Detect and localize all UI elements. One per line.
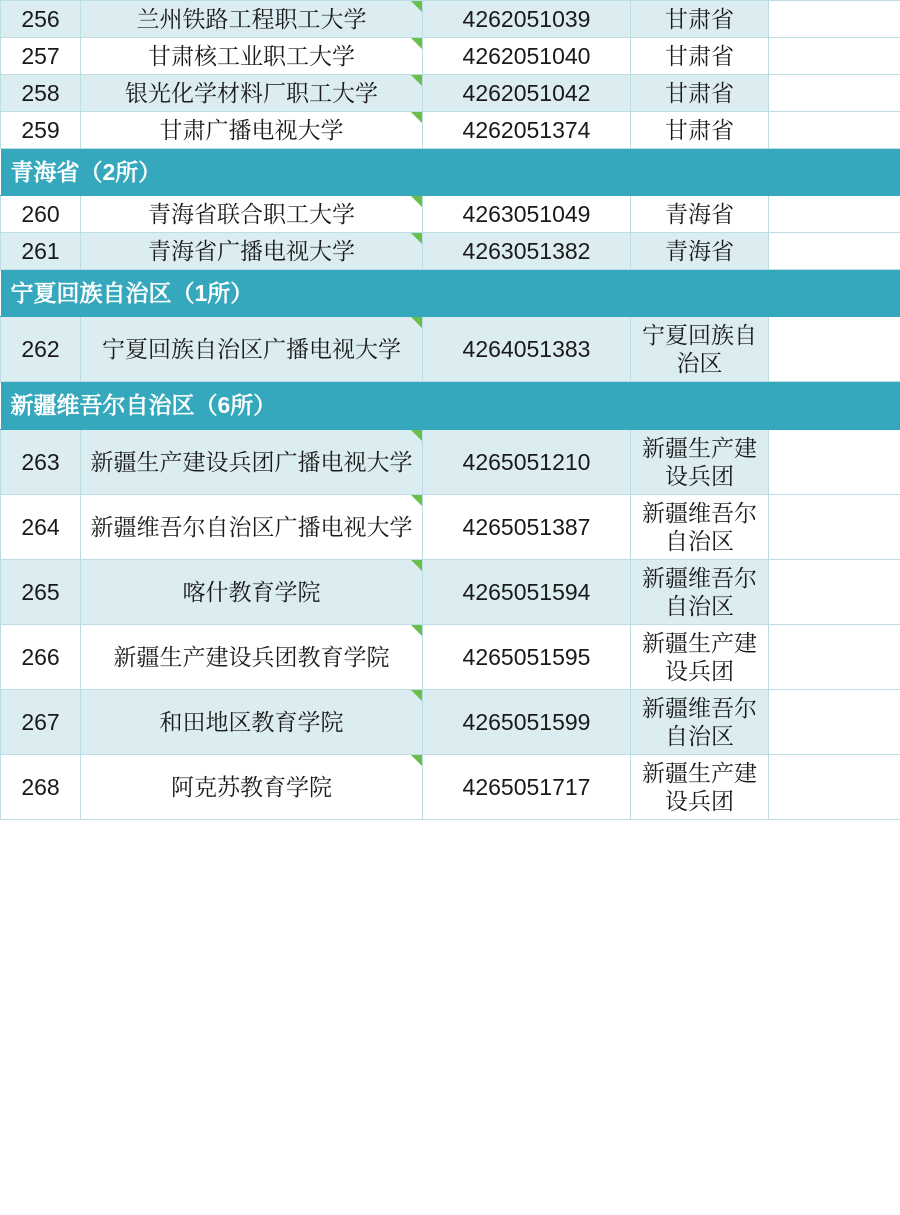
row-tail-cell xyxy=(769,317,900,382)
comment-marker-icon xyxy=(411,1,422,12)
row-tail-cell xyxy=(769,196,900,233)
row-tail-cell xyxy=(769,1,900,38)
school-province: 甘肃省 xyxy=(631,75,769,112)
row-tail-cell xyxy=(769,494,900,559)
school-province: 新疆生产建设兵团 xyxy=(631,754,769,819)
row-tail-cell xyxy=(769,38,900,75)
row-index: 265 xyxy=(1,559,81,624)
school-name xyxy=(81,38,423,75)
row-tail-cell xyxy=(769,754,900,819)
table-row xyxy=(1,1,900,38)
table-body xyxy=(1,1,900,820)
row-tail-cell xyxy=(769,75,900,112)
school-name-text: 喀什教育学院 xyxy=(182,578,321,605)
school-province: 新疆维吾尔自治区 xyxy=(631,494,769,559)
school-province: 甘肃省 xyxy=(631,112,769,149)
table-row xyxy=(1,429,900,494)
school-name-text: 宁夏回族自治区广播电视大学 xyxy=(102,336,401,363)
table-row xyxy=(1,317,900,382)
school-name xyxy=(81,494,423,559)
school-code: 4262051039 xyxy=(423,1,631,38)
school-name-text: 和田地区教育学院 xyxy=(159,708,344,735)
comment-marker-icon xyxy=(411,690,422,701)
row-index: 266 xyxy=(1,624,81,689)
row-tail-cell xyxy=(769,429,900,494)
school-name xyxy=(81,75,423,112)
table-row xyxy=(1,689,900,754)
school-province: 青海省 xyxy=(631,233,769,270)
comment-marker-icon xyxy=(411,38,422,49)
school-code: 4262051374 xyxy=(423,112,631,149)
school-name-text: 甘肃核工业职工大学 xyxy=(148,43,355,70)
comment-marker-icon xyxy=(411,233,422,244)
table-row xyxy=(1,233,900,270)
comment-marker-icon xyxy=(411,196,422,207)
school-name xyxy=(81,112,423,149)
table-section-header xyxy=(1,270,900,317)
row-index: 262 xyxy=(1,317,81,382)
row-index: 256 xyxy=(1,1,81,38)
school-name xyxy=(81,233,423,270)
comment-marker-icon xyxy=(411,317,422,328)
row-index: 264 xyxy=(1,494,81,559)
school-code: 4265051599 xyxy=(423,689,631,754)
row-tail-cell xyxy=(769,559,900,624)
school-name-text: 新疆生产建设兵团教育学院 xyxy=(113,643,390,670)
table-section-header xyxy=(1,149,900,196)
school-code: 4265051387 xyxy=(423,494,631,559)
comment-marker-icon xyxy=(411,625,422,636)
comment-marker-icon xyxy=(411,112,422,123)
row-index: 263 xyxy=(1,429,81,494)
school-province: 新疆维吾尔自治区 xyxy=(631,559,769,624)
school-province: 新疆生产建设兵团 xyxy=(631,429,769,494)
section-tail-cell xyxy=(769,382,900,429)
table-row xyxy=(1,75,900,112)
school-name-text: 新疆维吾尔自治区广播电视大学 xyxy=(90,513,413,540)
row-tail-cell xyxy=(769,233,900,270)
section-label: 青海省（2所） xyxy=(1,149,769,196)
school-code: 4262051042 xyxy=(423,75,631,112)
comment-marker-icon xyxy=(411,430,422,441)
school-code: 4263051049 xyxy=(423,196,631,233)
school-code: 4264051383 xyxy=(423,317,631,382)
school-name-text: 阿克苏教育学院 xyxy=(171,774,332,800)
school-name xyxy=(81,559,423,624)
school-name-text: 银光化学材料厂职工大学 xyxy=(125,80,378,107)
school-name xyxy=(81,624,423,689)
comment-marker-icon xyxy=(411,560,422,571)
school-name xyxy=(81,689,423,754)
school-province: 甘肃省 xyxy=(631,1,769,38)
row-tail-cell xyxy=(769,112,900,149)
school-name xyxy=(81,429,423,494)
school-name-text: 兰州铁路工程职工大学 xyxy=(136,6,367,32)
school-code: 4265051594 xyxy=(423,559,631,624)
comment-marker-icon xyxy=(411,75,422,86)
row-tail-cell xyxy=(769,624,900,689)
row-index: 260 xyxy=(1,196,81,233)
row-index: 267 xyxy=(1,689,81,754)
school-name-text: 新疆生产建设兵团广播电视大学 xyxy=(90,448,413,475)
school-name-text: 青海省广播电视大学 xyxy=(148,238,355,265)
school-province: 宁夏回族自治区 xyxy=(631,317,769,382)
section-label: 宁夏回族自治区（1所） xyxy=(1,270,769,317)
row-index: 268 xyxy=(1,754,81,819)
row-index: 257 xyxy=(1,38,81,75)
school-province: 新疆维吾尔自治区 xyxy=(631,689,769,754)
school-province: 甘肃省 xyxy=(631,38,769,75)
table-section-header xyxy=(1,382,900,429)
section-tail-cell xyxy=(769,149,900,196)
school-code: 4265051717 xyxy=(423,754,631,819)
table-row xyxy=(1,559,900,624)
school-name-text: 青海省联合职工大学 xyxy=(148,201,355,228)
school-name xyxy=(81,317,423,382)
row-index: 259 xyxy=(1,112,81,149)
table-row xyxy=(1,196,900,233)
school-code: 4263051382 xyxy=(423,233,631,270)
comment-marker-icon xyxy=(411,495,422,506)
comment-marker-icon xyxy=(411,755,422,766)
school-name xyxy=(81,754,423,819)
school-province: 青海省 xyxy=(631,196,769,233)
school-name-text: 甘肃广播电视大学 xyxy=(159,117,344,144)
row-index: 261 xyxy=(1,233,81,270)
table-row xyxy=(1,38,900,75)
section-tail-cell xyxy=(769,270,900,317)
table-row xyxy=(1,494,900,559)
school-code: 4265051595 xyxy=(423,624,631,689)
school-code: 4262051040 xyxy=(423,38,631,75)
row-tail-cell xyxy=(769,689,900,754)
school-province: 新疆生产建设兵团 xyxy=(631,624,769,689)
row-index: 258 xyxy=(1,75,81,112)
section-label: 新疆维吾尔自治区（6所） xyxy=(1,382,769,429)
table-row xyxy=(1,754,900,819)
table-row xyxy=(1,624,900,689)
school-code: 4265051210 xyxy=(423,429,631,494)
school-name xyxy=(81,196,423,233)
table-row xyxy=(1,112,900,149)
school-name xyxy=(81,1,423,38)
